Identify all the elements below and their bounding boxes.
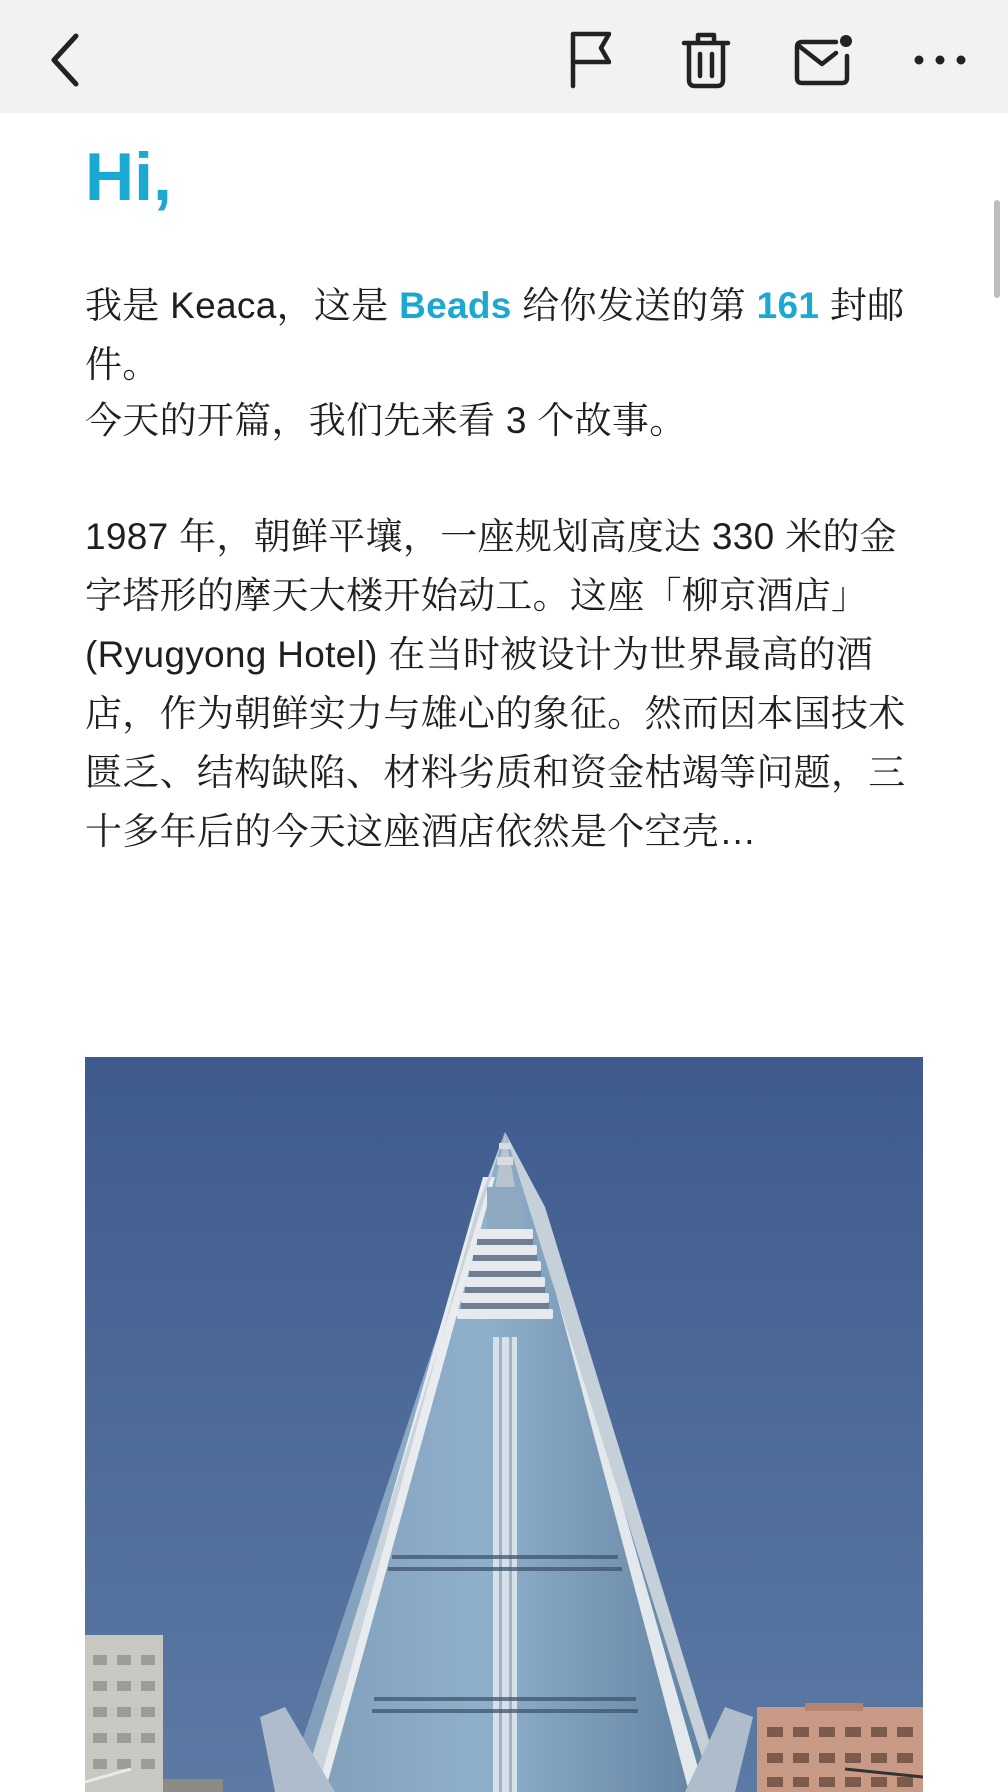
intro-text-3: 封邮件。: [85, 285, 905, 385]
intro-paragraph: [85, 276, 925, 394]
intro-text-1: 我是 Keaca，这是: [85, 285, 400, 326]
mark-unread-button[interactable]: [785, 22, 861, 98]
greeting-heading: Hi,: [85, 139, 172, 215]
back-icon: [46, 30, 86, 90]
opening-paragraph: 今天的开篇，我们先来看 3 个故事。: [85, 400, 687, 441]
flag-icon: [563, 28, 619, 92]
story-paragraph: 1987 年，朝鲜平壤，一座规划高度达 330 米的金字塔形的摩天大楼开始动工。这座「柳京酒店」 (Ryugyong Hotel) 在当时被设计为世界最高的酒店，作为朝鲜实力与雄心的象征。然而因本国技术匮乏、结构缺陷、材料劣质和资金枯竭等问题，三十多年后的今天这座酒店依然是个空壳…: [85, 516, 906, 852]
delete-button[interactable]: [668, 22, 744, 98]
mark-unread-icon: [792, 32, 854, 88]
flag-button[interactable]: [553, 22, 629, 98]
more-button[interactable]: [902, 22, 978, 98]
intro-text-2: 给你发送的第: [511, 285, 757, 326]
ryugyong-hotel-photo: [85, 1057, 923, 1792]
brand-link[interactable]: Beads: [399, 285, 512, 326]
back-button[interactable]: [28, 22, 104, 98]
issue-number: 161: [756, 285, 820, 326]
top-toolbar: [0, 0, 1008, 113]
more-icon: [912, 52, 968, 68]
trash-icon: [680, 30, 732, 90]
scrollbar[interactable]: [994, 200, 1000, 298]
